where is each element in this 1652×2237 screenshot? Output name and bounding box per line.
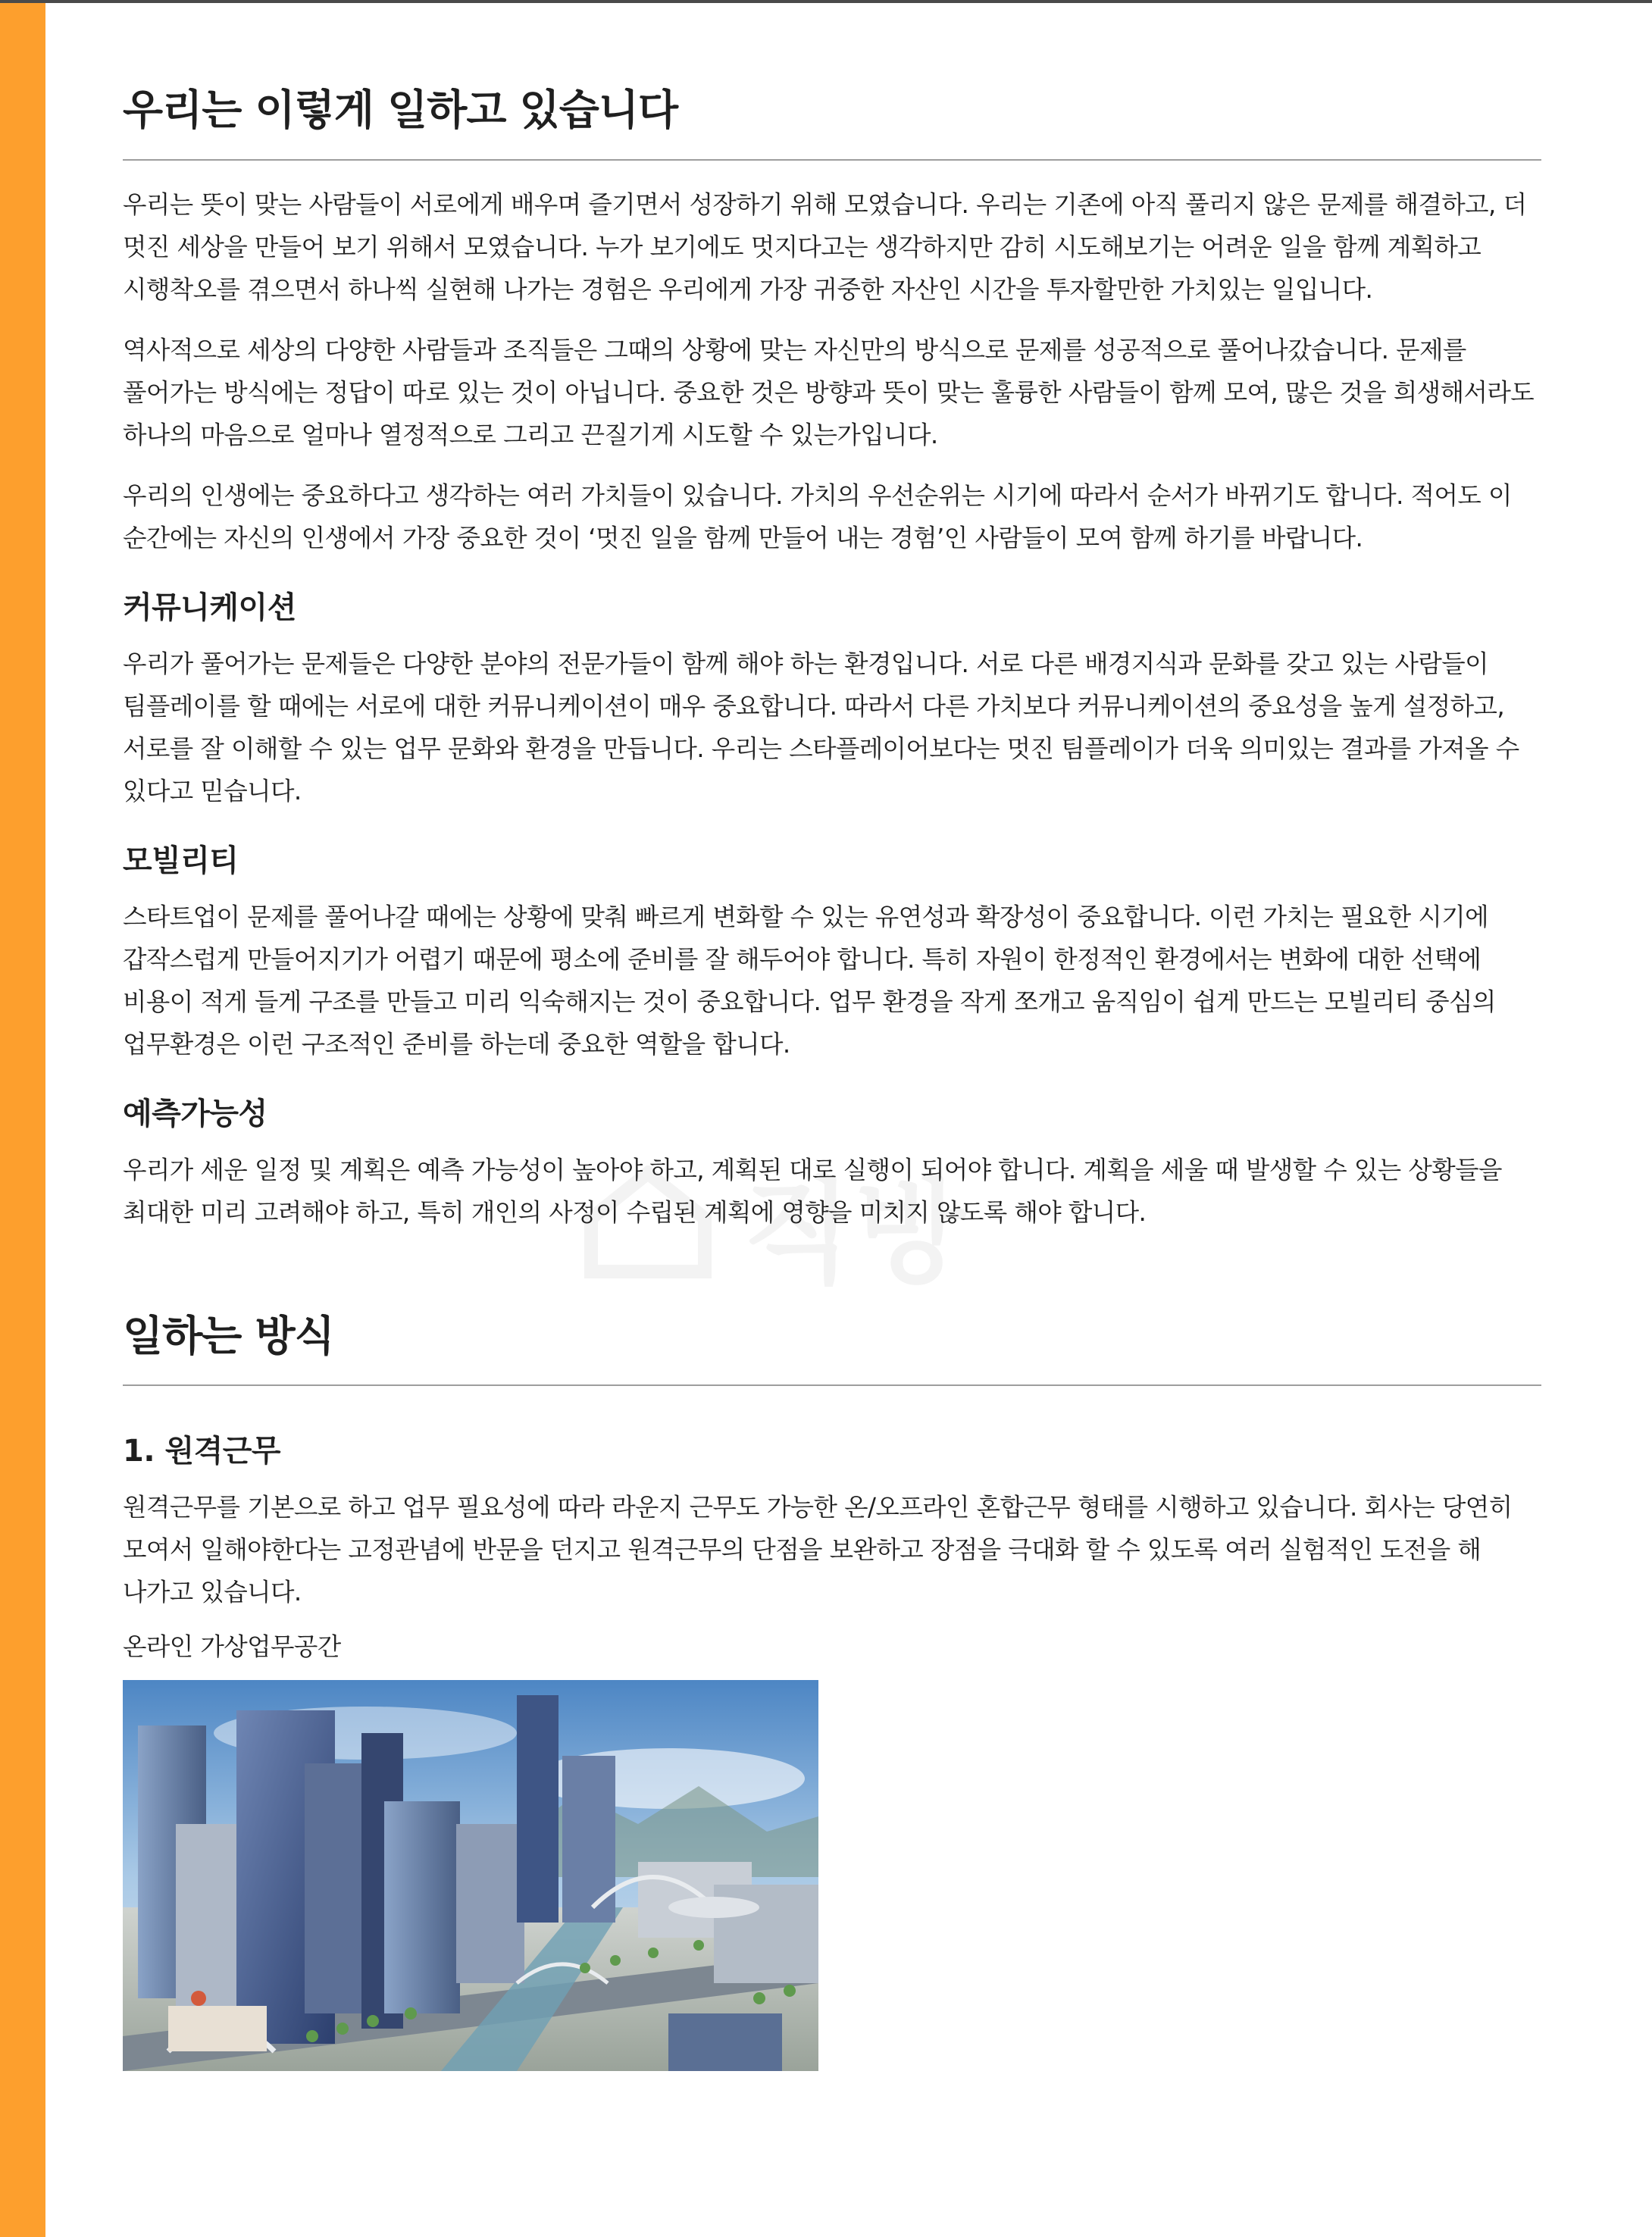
page-content	[123, 83, 1541, 2071]
top-border	[0, 0, 1652, 3]
image-caption: 온라인 가상업무공간	[123, 1632, 341, 1661]
intro-paragraph: 역사적으로 세상의 다양한 사람들과 조직들은 그때의 상황에 맞는 자신만의 방식으로 문제를 성공적으로 풀어나갔습니다. 문제를 풀어가는 방식에는 정답이 따로 있는 것이 아닙니다. 중요한 것은 방향과 뜻이 맞는 훌륭한 사람들이 함께 모여, 많은 것을 희생해서라도 하나의 마음으로 얼마나 열정적으로 그리고 끈질기게 시도할 수 있는가입니다.	[123, 335, 1535, 449]
virtual-office-city-image	[123, 1680, 818, 2071]
section-working-style	[123, 1309, 1541, 2072]
remote-work-text: 원격근무를 기본으로 하고 업무 필요성에 따라 라운지 근무도 가능한 온/오프라인 혼합근무 형태를 시행하고 있습니다. 회사는 당연히 모여서 일해야한다는 고정관념에 반문을 던지고 원격근무의 단점을 보완하고 장점을 극대화 할 수 있도록 여러 실험적인 도전을 해 나가고 있습니다.	[123, 1493, 1513, 1607]
value-text-predictability: 우리가 세운 일정 및 계획은 예측 가능성이 높아야 하고, 계획된 대로 실행이 되어야 합니다. 계획을 세울 때 발생할 수 있는 상황들을 최대한 미리 고려해야 하고, 특히 개인의 사정이 수립된 계획에 영향을 미치지 않도록 해야 합니다.	[123, 1155, 1502, 1227]
intro-paragraph: 우리는 뜻이 맞는 사람들이 서로에게 배우며 즐기면서 성장하기 위해 모였습니다. 우리는 기존에 아직 풀리지 않은 문제를 해결하고, 더 멋진 세상을 만들어 보기 위해서 모였습니다. 누가 보기에도 멋지다고는 생각하지만 감히 시도해보기는 어려운 일을 함께 계획하고 시행착오를 겪으면서 하나씩 실현해 나가는 경험은 우리에게 가장 귀중한 자산인 시간을 투자할만한 가치있는 일입니다.	[123, 189, 1527, 304]
value-heading-mobility: 모빌리티	[123, 843, 239, 878]
remote-work-heading: 1. 원격근무	[123, 1434, 281, 1469]
intro-paragraph: 우리의 인생에는 중요하다고 생각하는 여러 가치들이 있습니다. 가치의 우선순위는 시기에 따라서 순서가 바뀌기도 합니다. 적어도 이 순간에는 자신의 인생에서 가장 중요한 것이 ‘멋진 일을 함께 만들어 내는 경험’인 사람들이 모여 함께 하기를 바랍니다.	[123, 480, 1512, 552]
value-heading-communication: 커뮤니케이션	[123, 590, 296, 625]
section-title: 우리는 이렇게 일하고 있습니다	[123, 86, 678, 134]
value-heading-predictability: 예측가능성	[123, 1096, 268, 1131]
section-how-we-work	[123, 83, 1541, 1234]
value-text-communication: 우리가 풀어가는 문제들은 다양한 분야의 전문가들이 함께 해야 하는 환경입니다. 서로 다른 배경지식과 문화를 갖고 있는 사람들이 팀플레이를 할 때에는 서로에 대한 커뮤니케이션이 매우 중요합니다. 따라서 다른 가치보다 커뮤니케이션의 중요성을 높게 설정하고, 서로를 잘 이해할 수 있는 업무 문화와 환경을 만듭니다. 우리는 스타플레이어보다는 멋진 팀플레이가 더욱 의미있는 결과를 가져올 수 있다고 믿습니다.	[123, 649, 1519, 806]
section-divider	[123, 159, 1541, 161]
value-text-mobility: 스타트업이 문제를 풀어나갈 때에는 상황에 맞춰 빠르게 변화할 수 있는 유연성과 확장성이 중요합니다. 이런 가치는 필요한 시기에 갑작스럽게 만들어지기가 어렵기 때문에 평소에 준비를 잘 해두어야 합니다. 특히 자원이 한정적인 환경에서는 변화에 대한 선택에 비용이 적게 들게 구조를 만들고 미리 익숙해지는 것이 중요합니다. 업무 환경을 작게 쪼개고 움직임이 쉽게 만드는 모빌리티 중심의 업무환경은 이런 구조적인 준비를 하는데 중요한 역할을 합니다.	[123, 902, 1496, 1059]
left-accent-bar	[0, 3, 45, 2237]
section-title: 일하는 방식	[123, 1311, 334, 1360]
section-divider	[123, 1384, 1541, 1386]
